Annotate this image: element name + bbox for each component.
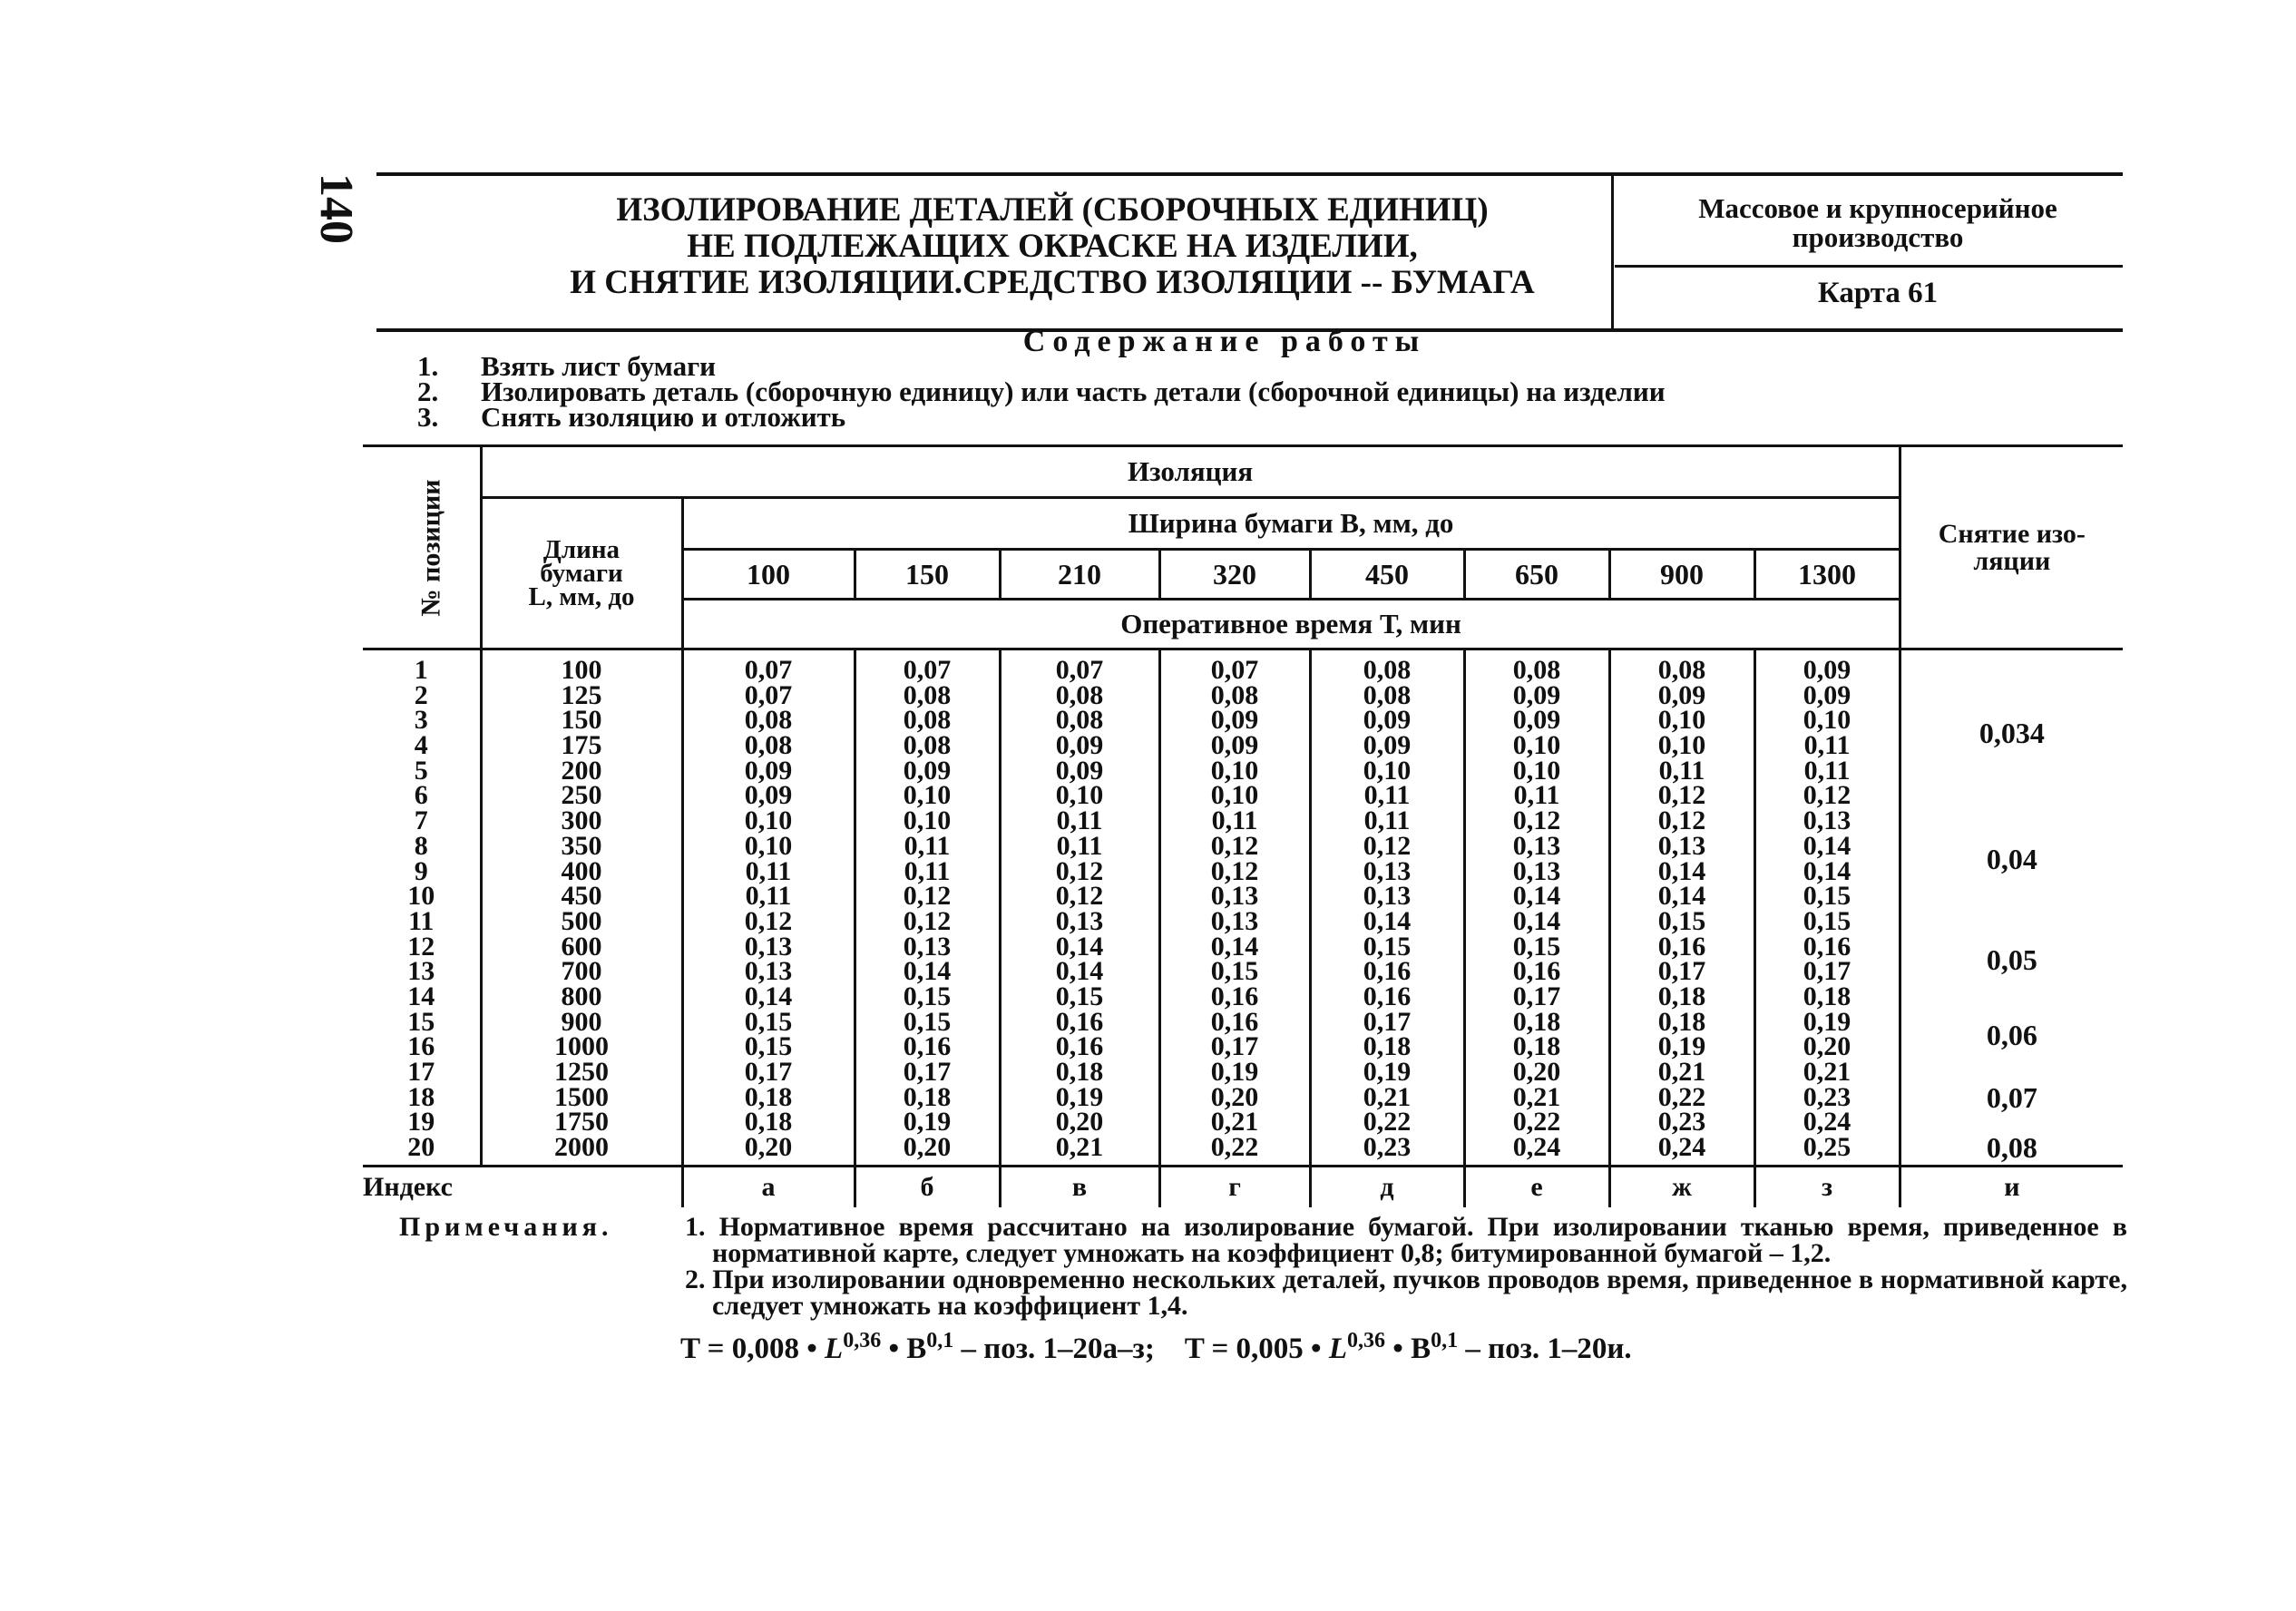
removal-header-line: Снятие изо- <box>1938 518 2086 549</box>
length-cell: 700 <box>561 956 602 987</box>
time-cell: 0,10 <box>1657 730 1706 761</box>
removal-cell: 0,06 <box>1986 1018 2037 1051</box>
time-cell: 0,08 <box>744 705 793 736</box>
time-cell: 0,10 <box>903 780 952 811</box>
time-cell: 0,10 <box>1657 705 1706 736</box>
length-cell: 300 <box>561 806 602 836</box>
time-cell: 0,21 <box>1055 1132 1104 1163</box>
time-cell: 0,10 <box>1210 780 1259 811</box>
page-number: 140 <box>310 173 362 244</box>
position-cell: 10 <box>407 881 435 912</box>
time-cell: 0,20 <box>1803 1031 1851 1062</box>
time-cell: 0,07 <box>1210 655 1259 685</box>
position-cell: 19 <box>407 1107 435 1137</box>
time-cell: 0,13 <box>1363 855 1412 886</box>
time-cell: 0,16 <box>1210 1006 1259 1037</box>
time-cell: 0,12 <box>1657 806 1706 836</box>
time-cell: 0,08 <box>1363 679 1412 710</box>
width-header-cell: 450 <box>1310 550 1464 600</box>
time-cell: 0,09 <box>1055 755 1104 786</box>
time-cell: 0,18 <box>1803 981 1851 1011</box>
time-cell: 0,12 <box>1210 855 1259 886</box>
time-cell: 0,11 <box>745 855 792 886</box>
time-cell: 0,15 <box>744 1031 793 1062</box>
time-cell: 0,13 <box>1363 881 1412 912</box>
time-cell: 0,17 <box>1803 956 1851 987</box>
time-cell: 0,08 <box>744 730 793 761</box>
position-cell: 1 <box>414 655 428 685</box>
time-cell: 0,19 <box>1210 1057 1259 1087</box>
time-cell: 0,24 <box>1657 1132 1706 1163</box>
time-cell: 0,12 <box>1055 855 1104 886</box>
time-cell: 0,12 <box>1363 830 1412 861</box>
time-cell: 0,10 <box>1363 755 1412 786</box>
time-cell: 0,08 <box>903 705 952 736</box>
time-column <box>1159 649 1310 1167</box>
time-cell: 0,18 <box>1363 1031 1412 1062</box>
width-header-cell: 210 <box>1000 550 1159 600</box>
time-cell: 0,13 <box>1512 830 1561 861</box>
time-cell: 0,17 <box>744 1057 793 1087</box>
step-number: 2. <box>417 376 439 407</box>
length-cell: 1500 <box>554 1081 609 1112</box>
formula-dot: • <box>1385 1333 1412 1365</box>
time-cell: 0,25 <box>1803 1132 1851 1163</box>
length-header-line: бумаги <box>540 559 623 588</box>
position-cell: 15 <box>407 1006 435 1037</box>
notes-body <box>685 1214 2127 1319</box>
time-cell: 0,15 <box>744 1006 793 1037</box>
position-cell: 14 <box>407 981 435 1011</box>
removal-header-line: ляции <box>1973 545 2051 576</box>
time-cell: 0,12 <box>1803 780 1851 811</box>
time-cell: 0,22 <box>1512 1107 1561 1137</box>
position-header-label: № позиции <box>415 478 446 617</box>
time-cell: 0,18 <box>1512 1031 1561 1062</box>
time-cell: 0,13 <box>1512 855 1561 886</box>
time-cell: 0,08 <box>903 679 952 710</box>
step-text: Изолировать деталь (сборочную единицу) или часть детали (сборочной единицы) на изделии <box>481 376 1666 407</box>
time-cell: 0,11 <box>1056 830 1103 861</box>
width-header-cell: 150 <box>855 550 1000 600</box>
position-cell: 4 <box>414 730 428 761</box>
time-cell: 0,17 <box>1657 956 1706 987</box>
removal-cell: 0,034 <box>1978 717 2045 750</box>
removal-cell: 0,04 <box>1986 842 2037 875</box>
time-cell: 0,16 <box>1363 981 1412 1011</box>
time-cell: 0,22 <box>1210 1132 1259 1163</box>
formula-l: L <box>825 1333 844 1365</box>
time-cell: 0,13 <box>744 931 793 962</box>
time-cell: 0,19 <box>1055 1081 1104 1112</box>
time-cell: 0,15 <box>1803 905 1851 936</box>
width-group-header: Ширина бумаги В, мм, до <box>682 498 1900 550</box>
time-cell: 0,19 <box>1657 1031 1706 1062</box>
note-item: 2. При изолировании одновременно нескольких деталей, пучков проводов время, приведенное в нормативной карте, следует умножать на коэффициент 1,4. <box>685 1264 2127 1321</box>
time-cell: 0,09 <box>1512 679 1561 710</box>
time-cell: 0,16 <box>1055 1006 1104 1037</box>
formula-prefix: T = 0,008 • <box>680 1333 826 1365</box>
time-cell: 0,13 <box>1210 905 1259 936</box>
time-cell: 0,12 <box>1055 881 1104 912</box>
time-cell: 0,23 <box>1363 1132 1412 1163</box>
time-cell: 0,21 <box>1657 1057 1706 1087</box>
time-cell: 0,09 <box>744 755 793 786</box>
time-cell: 0,20 <box>1055 1107 1104 1137</box>
width-header-cell: 900 <box>1609 550 1754 600</box>
time-column <box>682 649 855 1167</box>
time-cell: 0,14 <box>1363 905 1412 936</box>
time-cell: 0,11 <box>1803 755 1851 786</box>
time-cell: 0,21 <box>1803 1057 1851 1087</box>
index-letter: б <box>855 1167 1000 1208</box>
notes-title: Примечания. <box>399 1212 613 1242</box>
index-letter: в <box>1000 1167 1159 1208</box>
time-cell: 0,16 <box>1055 1031 1104 1062</box>
time-cell: 0,17 <box>1210 1031 1259 1062</box>
time-cell: 0,13 <box>1055 905 1104 936</box>
time-cell: 0,13 <box>903 931 952 962</box>
position-cell: 20 <box>407 1132 435 1163</box>
time-cell: 0,10 <box>903 806 952 836</box>
time-cell: 0,08 <box>1657 655 1706 685</box>
time-cell: 0,14 <box>1657 855 1706 886</box>
time-cell: 0,10 <box>744 830 793 861</box>
index-letter: ж <box>1609 1167 1754 1208</box>
time-cell: 0,09 <box>903 755 952 786</box>
time-cell: 0,16 <box>1803 931 1851 962</box>
position-column <box>363 649 481 1167</box>
time-cell: 0,10 <box>1210 755 1259 786</box>
formula-b: B <box>1411 1333 1431 1365</box>
time-column <box>1464 649 1609 1167</box>
position-cell: 5 <box>414 755 428 786</box>
time-cell: 0,15 <box>1363 931 1412 962</box>
time-cell: 0,11 <box>1211 806 1258 836</box>
time-cell: 0,18 <box>744 1107 793 1137</box>
index-letter: и <box>2004 1172 2020 1202</box>
time-cell: 0,21 <box>1210 1107 1259 1137</box>
time-cell: 0,16 <box>1657 931 1706 962</box>
index-letter: а <box>682 1167 855 1208</box>
time-cell: 0,13 <box>1657 830 1706 861</box>
time-cell: 0,11 <box>1658 755 1705 786</box>
step-text: Снять изоляцию и отложить <box>481 401 846 433</box>
time-cell: 0,18 <box>1512 1006 1561 1037</box>
time-cell: 0,19 <box>1803 1006 1851 1037</box>
time-cell: 0,15 <box>1803 881 1851 912</box>
note-item: 1. Нормативное время рассчитано на изолирование бумагой. При изолировании тканью время, приведенное в нормативной карте, следует умножать на коэффициент 0,8; битумированной бумагой – 1,2. <box>685 1212 2127 1268</box>
time-cell: 0,14 <box>1657 881 1706 912</box>
time-cell: 0,19 <box>903 1107 952 1137</box>
step-text: Взять лист бумаги <box>481 350 717 382</box>
time-cell: 0,13 <box>744 956 793 987</box>
time-cell: 0,11 <box>1363 806 1411 836</box>
length-header-line: L, мм, до <box>528 582 635 611</box>
time-cell: 0,14 <box>903 956 952 987</box>
position-cell: 7 <box>414 806 428 836</box>
formula <box>680 1329 1632 1366</box>
title-line: ИЗОЛИРОВАНИЕ ДЕТАЛЕЙ (СБОРОЧНЫХ ЕДИНИЦ) <box>616 191 1489 229</box>
time-cell: 0,11 <box>1803 730 1851 761</box>
formula-exponent: 0,36 <box>843 1329 882 1352</box>
time-cell: 0,08 <box>903 730 952 761</box>
header-top-rule <box>376 172 2123 176</box>
position-cell: 8 <box>414 830 428 861</box>
time-column <box>1754 649 1900 1167</box>
time-cell: 0,15 <box>1512 931 1561 962</box>
time-cell: 0,12 <box>1512 806 1561 836</box>
formula-exponent: 0,1 <box>1431 1329 1459 1352</box>
time-cell: 0,20 <box>903 1132 952 1163</box>
position-cell: 18 <box>407 1081 435 1112</box>
time-cell: 0,09 <box>1363 705 1412 736</box>
position-cell: 16 <box>407 1031 435 1062</box>
length-header-line: Длина <box>542 535 620 564</box>
time-cell: 0,12 <box>1657 780 1706 811</box>
norm-time-table <box>363 444 2123 1207</box>
formula-b: B <box>906 1333 927 1365</box>
width-header-cell: 650 <box>1464 550 1609 600</box>
time-cell: 0,14 <box>1055 956 1104 987</box>
time-cell: 0,14 <box>1210 931 1259 962</box>
time-cell: 0,15 <box>903 1006 952 1037</box>
position-cell: 9 <box>414 855 428 886</box>
time-cell: 0,14 <box>1055 931 1104 962</box>
isolation-group-header: Изоляция <box>481 446 1900 498</box>
time-cell: 0,08 <box>1055 705 1104 736</box>
time-cell: 0,09 <box>744 780 793 811</box>
time-cell: 0,12 <box>903 881 952 912</box>
header-mid-rule <box>1615 265 2123 268</box>
position-cell: 11 <box>408 905 435 936</box>
index-letter: г <box>1159 1167 1310 1208</box>
time-cell: 0,20 <box>744 1132 793 1163</box>
time-cell: 0,18 <box>903 1081 952 1112</box>
title-line: И СНЯТИЕ ИЗОЛЯЦИИ.СРЕДСТВО ИЗОЛЯЦИИ -- БУМАГА <box>570 264 1535 301</box>
width-header-cell: 1300 <box>1754 550 1900 600</box>
time-column <box>1000 649 1159 1167</box>
time-cell: 0,12 <box>1210 830 1259 861</box>
position-cell: 13 <box>407 956 435 987</box>
formula-exponent: 0,1 <box>926 1329 954 1352</box>
time-cell: 0,08 <box>1512 655 1561 685</box>
time-cell: 0,18 <box>744 1081 793 1112</box>
time-column <box>1310 649 1464 1167</box>
time-cell: 0,07 <box>903 655 952 685</box>
index-letter: е <box>1464 1167 1609 1208</box>
length-cell: 900 <box>561 1006 602 1037</box>
time-cell: 0,09 <box>1803 679 1851 710</box>
position-column-header <box>363 446 481 649</box>
production-line: Массовое и крупносерийное <box>1698 192 2057 224</box>
time-cell: 0,23 <box>1803 1081 1851 1112</box>
time-cell: 0,16 <box>1363 956 1412 987</box>
time-cell: 0,19 <box>1363 1057 1412 1087</box>
production-type <box>1615 194 2141 252</box>
time-cell: 0,20 <box>1512 1057 1561 1087</box>
time-column <box>1609 649 1754 1167</box>
time-column <box>855 649 1000 1167</box>
formula-prefix: T = 0,005 • <box>1184 1333 1329 1365</box>
time-cell: 0,10 <box>1512 755 1561 786</box>
formula-l: L <box>1328 1333 1348 1365</box>
work-content-heading: Содержание работы <box>1022 325 1427 358</box>
time-cell: 0,17 <box>1512 981 1561 1011</box>
time-cell: 0,10 <box>1055 780 1104 811</box>
time-cell: 0,15 <box>1657 905 1706 936</box>
removal-column-header <box>1900 446 2123 649</box>
removal-column <box>1900 649 2123 1167</box>
removal-cell: 0,07 <box>1986 1080 2037 1114</box>
index-label: Индекс <box>363 1172 453 1202</box>
time-cell: 0,12 <box>744 905 793 936</box>
width-header-cell: 100 <box>682 550 855 600</box>
time-cell: 0,24 <box>1512 1132 1561 1163</box>
header-divider <box>1611 172 1614 331</box>
formula-exponent: 0,36 <box>1347 1329 1386 1352</box>
document-title <box>508 192 1597 301</box>
time-cell: 0,12 <box>903 905 952 936</box>
time-cell: 0,23 <box>1657 1107 1706 1137</box>
time-cell: 0,10 <box>744 806 793 836</box>
time-cell: 0,15 <box>903 981 952 1011</box>
width-header-cell: 320 <box>1159 550 1310 600</box>
work-step <box>417 401 1666 433</box>
time-cell: 0,10 <box>1803 705 1851 736</box>
time-cell: 0,08 <box>1055 679 1104 710</box>
position-cell: 17 <box>407 1057 435 1087</box>
time-cell: 0,22 <box>1657 1081 1706 1112</box>
time-cell: 0,18 <box>1657 1006 1706 1037</box>
formula-suffix: – поз. 1–20и. <box>1458 1333 1632 1365</box>
step-number: 1. <box>417 350 439 382</box>
time-cell: 0,21 <box>1363 1081 1412 1112</box>
time-cell: 0,20 <box>1210 1081 1259 1112</box>
time-cell: 0,22 <box>1363 1107 1412 1137</box>
length-cell: 175 <box>561 730 602 761</box>
time-cell: 0,24 <box>1803 1107 1851 1137</box>
length-cell: 125 <box>561 679 602 710</box>
time-cell: 0,09 <box>1055 730 1104 761</box>
title-line: НЕ ПОДЛЕЖАЩИХ ОКРАСКЕ НА ИЗДЕЛИИ, <box>687 228 1418 265</box>
length-cell: 1750 <box>554 1107 609 1137</box>
card-number: Карта 61 <box>1817 277 1939 309</box>
production-line: производство <box>1792 221 1964 253</box>
position-cell: 6 <box>414 780 428 811</box>
formula-dot: • <box>881 1333 907 1365</box>
step-number: 3. <box>417 401 439 433</box>
time-cell: 0,09 <box>1210 730 1259 761</box>
time-cell: 0,14 <box>744 981 793 1011</box>
time-cell: 0,08 <box>1363 655 1412 685</box>
length-cell: 150 <box>561 705 602 736</box>
time-cell: 0,14 <box>1803 830 1851 861</box>
length-cell: 200 <box>561 755 602 786</box>
time-cell: 0,08 <box>1210 679 1259 710</box>
work-steps <box>417 350 1666 433</box>
length-cell: 450 <box>561 881 602 912</box>
time-cell: 0,17 <box>1363 1006 1412 1037</box>
time-cell: 0,21 <box>1512 1081 1561 1112</box>
time-cell: 0,18 <box>1657 981 1706 1011</box>
time-cell: 0,11 <box>745 881 792 912</box>
time-cell: 0,15 <box>1055 981 1104 1011</box>
length-cell: 1250 <box>554 1057 609 1087</box>
removal-cell: 0,05 <box>1986 942 2037 976</box>
time-cell: 0,09 <box>1512 705 1561 736</box>
time-cell: 0,11 <box>1363 780 1411 811</box>
time-cell: 0,09 <box>1363 730 1412 761</box>
operative-time-header: Оперативное время Т, мин <box>682 600 1900 649</box>
time-cell: 0,18 <box>1055 1057 1104 1087</box>
time-cell: 0,11 <box>904 855 951 886</box>
length-cell: 350 <box>561 830 602 861</box>
time-cell: 0,07 <box>744 655 793 685</box>
removal-cell: 0,08 <box>1986 1131 2037 1165</box>
time-cell: 0,11 <box>904 830 951 861</box>
time-cell: 0,11 <box>1513 780 1560 811</box>
length-column-header <box>481 498 682 649</box>
time-cell: 0,14 <box>1803 855 1851 886</box>
time-cell: 0,13 <box>1803 806 1851 836</box>
length-column <box>481 649 682 1167</box>
index-letter: д <box>1310 1167 1464 1208</box>
length-cell: 100 <box>561 655 602 685</box>
time-cell: 0,09 <box>1803 655 1851 685</box>
time-cell: 0,09 <box>1657 679 1706 710</box>
time-cell: 0,16 <box>903 1031 952 1062</box>
formula-suffix: – поз. 1–20а–з; <box>953 1333 1155 1365</box>
time-cell: 0,15 <box>1210 956 1259 987</box>
position-cell: 12 <box>407 931 435 962</box>
position-cell: 3 <box>414 705 428 736</box>
length-cell: 600 <box>561 931 602 962</box>
length-cell: 250 <box>561 780 602 811</box>
length-cell: 1000 <box>554 1031 609 1062</box>
length-cell: 400 <box>561 855 602 886</box>
length-cell: 500 <box>561 905 602 936</box>
time-cell: 0,07 <box>744 679 793 710</box>
length-cell: 2000 <box>554 1132 609 1163</box>
time-cell: 0,11 <box>1056 806 1103 836</box>
position-cell: 2 <box>414 679 428 710</box>
index-letter: з <box>1754 1167 1900 1208</box>
time-cell: 0,16 <box>1210 981 1259 1011</box>
time-cell: 0,10 <box>1512 730 1561 761</box>
time-cell: 0,17 <box>903 1057 952 1087</box>
time-cell: 0,07 <box>1055 655 1104 685</box>
length-cell: 800 <box>561 981 602 1011</box>
time-cell: 0,14 <box>1512 881 1561 912</box>
time-cell: 0,09 <box>1210 705 1259 736</box>
time-cell: 0,13 <box>1210 881 1259 912</box>
time-cell: 0,16 <box>1512 956 1561 987</box>
time-cell: 0,14 <box>1512 905 1561 936</box>
